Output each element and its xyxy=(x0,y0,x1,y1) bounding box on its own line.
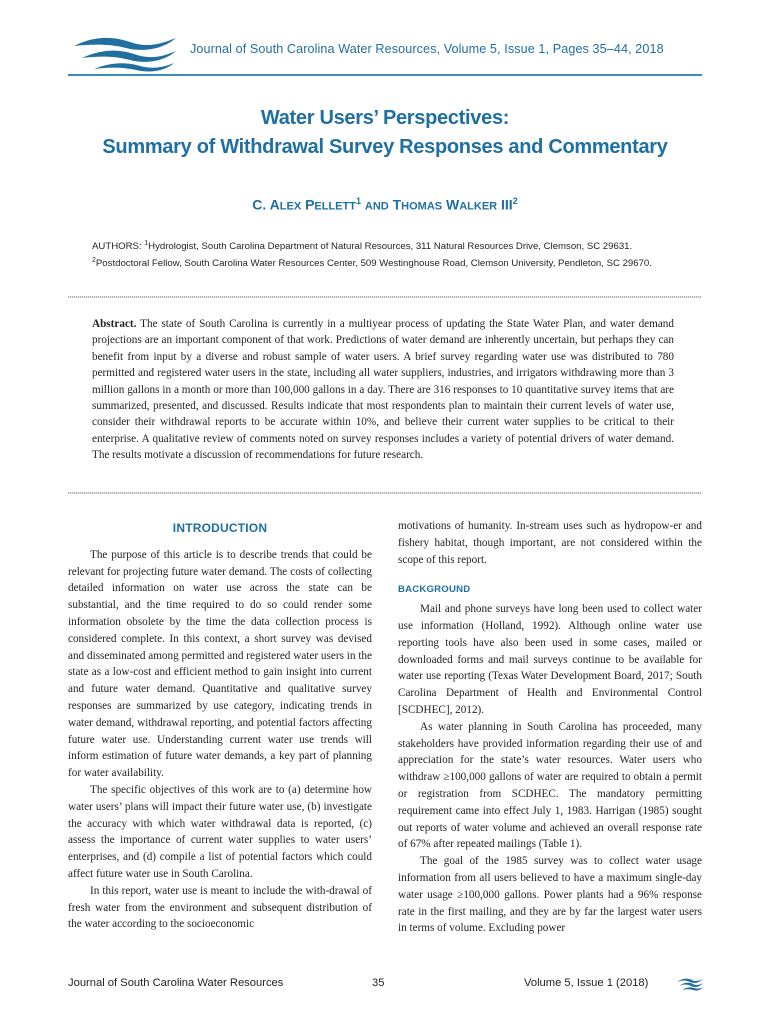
paragraph: The purpose of this article is to describe trends that could be relevant for projecting future water demand. The costs of collecting detailed information on water use across the state can be substantial, and the time required to do so could render some information obsolete by the time the data collection process is considered complete. In this context, a short survey was devised and disseminated among permitted and registered water users in the state as a low-cost and efficient method to gain insight into current and future water demand. Quantitative and qualitative survey responses are summarized by use category, indicating trends in water demand, withdrawal reporting, and potential factors affecting future water use. Understanding current water use trends will inform estimation of future water demands, a key part of planning for water availability. xyxy=(68,548,372,780)
affiliation-2: $^2$Postdoctoral Fellow, South Carolina Water Resources Center, 509 Westinghouse Road, Clemson University, Pendleton, SC 29670. xyxy=(92,257,652,270)
abstract-label: Abstract. xyxy=(92,318,137,330)
abstract-text: The state of South Carolina is currently in a multiyear process of updating the State Water Plan, and water demand projections are an important component of that work. Predictions of water demand are inherently uncertain, but perhaps they can benefit from input by a diverse and robust sample of water users. A brief survey regarding water use was distributed to 780 permitted and registered water users in the state, including all water suppliers, industries, and irrigators withdrawing more than 3 million gallons in a month or more than 100,000 gallons in a day. There are 316 responses to 10 quantitative survey items that are summarized, presented, and discussed. Results indicate that most respondents plan to maintain their current levels of water use, consider their withdrawal reports to be accurate within 10%, and believe their current water supplies to be critical to their enterprise. A qualitative review of comments noted on survey responses includes a variety of potential drivers of water demand. The results motivate a discussion of recommendations for future research. xyxy=(92,318,674,462)
footer-journal: Journal of South Carolina Water Resources xyxy=(68,977,284,989)
page-number: 35 xyxy=(372,977,385,989)
left-column xyxy=(68,518,372,933)
section-heading-background: BACKGROUND xyxy=(398,584,471,596)
paragraph: In this report, water use is meant to include the with-drawal of fresh water from the environment and subsequent distribution of the water according to the socioeconomic xyxy=(68,884,372,931)
right-column xyxy=(398,518,702,937)
paragraph: Mail and phone surveys have long been used to collect water use information (Holland, 1992). Although online water use reporting tools have also been used in some cases, mailed or downloaded forms and mail surveys continue to be available for water use reporting (Texas Water Development Board, 2017; South Carolina Department of Health and Environmental Control [SCDHEC], 2012). xyxy=(398,603,702,716)
paragraph: The specific objectives of this work are to (a) determine how water users’ plans will impact their future water use, (b) investigate the accuracy with which water withdrawal data is reported, (c) assess the importance of current water supplies to water users’ enterprises, and (d) compile a list of potential factors which could affect future water use in South Carolina. xyxy=(68,783,372,880)
paragraph: As water planning in South Carolina has proceeded, many stakeholders have provided information regarding their use of and appreciation for the state’s water resources. Water users who withdraw ≥100,000 gallons of water are required to obtain a permit or registration from SCDHEC. The mandatory permitting requirement came into effect July 1, 1983. Harrigan (1985) sought out reports of water volume and achieved an overall response rate of 67% after repeated mailings (Table 1). xyxy=(398,720,702,851)
water-waves-logo xyxy=(72,32,178,72)
paragraph: motivations of humanity. In-stream uses such as hydropow-er and fishery habitat, though important, are not considered within the scope of this report. xyxy=(398,520,702,566)
water-waves-logo-small xyxy=(676,977,704,991)
affiliation-1: AUTHORS: $^1$Hydrologist, South Carolina Department of Natural Resources, 311 Natural Resources Drive, Clemson, SC 29631. xyxy=(92,240,633,253)
journal-header: Journal of South Carolina Water Resources, Volume 5, Issue 1, Pages 35–44, 2018 xyxy=(190,42,664,56)
article-title-line2: Summary of Withdrawal Survey Responses and Commentary xyxy=(102,136,668,158)
abstract xyxy=(92,316,674,464)
header-rule xyxy=(68,74,702,76)
article-title-line1: Water Users’ Perspectives: xyxy=(260,107,510,129)
footer-volume: Volume 5, Issue 1 (2018) xyxy=(524,977,649,989)
paragraph: The goal of the 1985 survey was to collect water usage information from all users believed to have a maximum single-day water usage ≥100,000 gallons. Power plants had a 96% response rate in the first mailing, and they are by far the largest water users in terms of volume. Excluding power xyxy=(398,855,702,935)
divider-bottom xyxy=(68,492,702,494)
section-heading-introduction: INTRODUCTION xyxy=(172,521,268,535)
author-line: C. ALEX PELLETT$^1$ AND THOMAS WALKER III$^2$ xyxy=(252,196,518,213)
divider-top xyxy=(68,296,702,298)
